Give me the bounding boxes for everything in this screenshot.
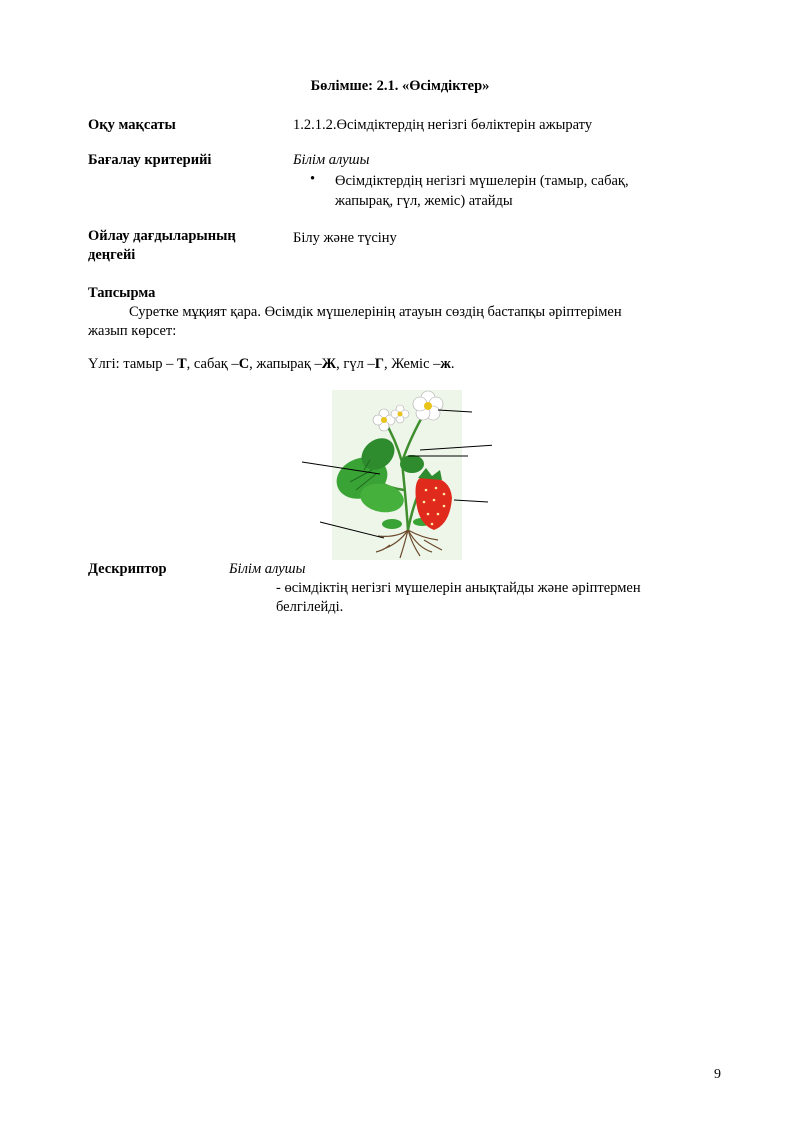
criteria-subject: Білім алушы — [293, 152, 370, 168]
section-title: Бөлімше: 2.1. «Өсімдіктер» — [310, 78, 490, 94]
goal-value: 1.2.1.2.Өсімдіктердің негізгі бөліктерін ажырату — [293, 117, 593, 133]
sample-letter: С — [238, 356, 250, 372]
criteria-bullet-line1: Өсімдіктердің негізгі мүшелерін (тамыр, сабақ, — [335, 173, 629, 189]
sample-text: . — [450, 356, 455, 372]
criteria-bullet-line2: жапырақ, гүл, жеміс) атайды — [335, 193, 513, 209]
goal-label: Оқу мақсаты — [88, 117, 176, 133]
descriptor-line2: белгілейді. — [276, 599, 344, 615]
sample-parts — [177, 356, 455, 372]
sample-text: , гүл – — [336, 356, 375, 372]
sample-text: , жапырақ – — [249, 356, 322, 372]
task-line1: Суретке мұқият қара. Өсімдік мүшелерінің атауын сөздің бастапқы әріптерімен — [129, 304, 622, 320]
sample-text: , сабақ – — [186, 356, 239, 372]
descriptor-line1: - өсімдіктің негізгі мүшелерін анықтайды және әріптермен — [276, 580, 641, 596]
thinking-value: Білу және түсіну — [293, 230, 397, 246]
sample-text: , Жеміс – — [383, 356, 441, 372]
page-number: 9 — [714, 1067, 721, 1082]
thinking-label-line2: деңгейі — [88, 247, 136, 263]
bullet-icon: • — [310, 171, 316, 187]
sample-letter: ж — [440, 356, 451, 372]
descriptor-label: Дескриптор — [88, 561, 167, 577]
criteria-label: Бағалау критерийі — [88, 152, 212, 168]
task-line2: жазып көрсет: — [88, 323, 177, 339]
descriptor-subject: Білім алушы — [229, 561, 306, 577]
thinking-label-line1: Ойлау дағдыларының — [88, 228, 236, 244]
sample-line — [88, 356, 455, 373]
sample-letter: Т — [176, 356, 187, 372]
sample-letter: Ж — [321, 356, 337, 372]
strawberry-plant-diagram — [300, 390, 492, 560]
task-heading: Тапсырма — [88, 285, 156, 301]
sample-prefix: Үлгі: тамыр – — [88, 356, 177, 372]
sample-letter: Г — [374, 356, 384, 372]
